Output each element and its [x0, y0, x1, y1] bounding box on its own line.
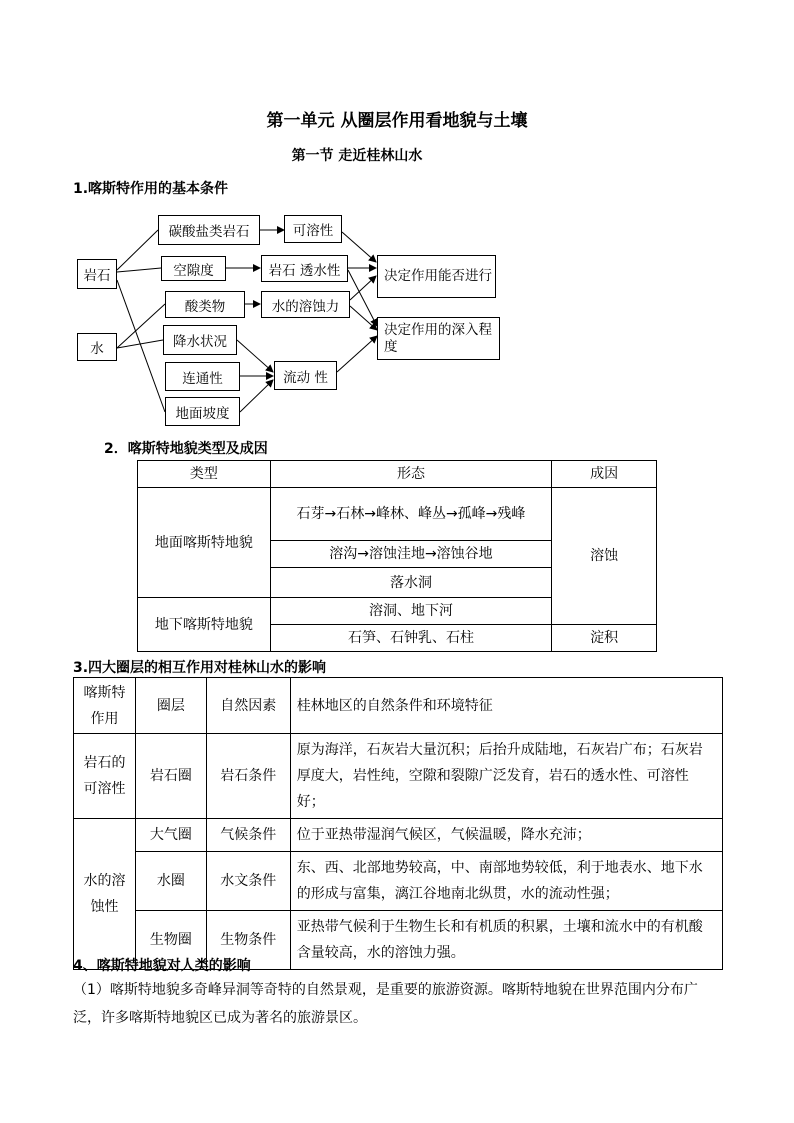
line-rock-carbonate [117, 230, 158, 270]
header-form: 形态 [270, 461, 551, 488]
node-outcome-1: 决定作用能否进行 [377, 255, 496, 298]
node-slope: 地面坡度 [165, 397, 240, 426]
condition-cell: 原为海洋，石灰岩大量沉积；后抬升成陆地，石灰岩广布；石灰岩厚度大，岩性纯，空隙和裂隙广泛发育，岩石的透水性、可溶性好； [290, 734, 722, 819]
node-precip: 降水状况 [163, 325, 237, 355]
header-type: 类型 [138, 461, 271, 488]
heading-spheres: 3.四大圈层的相互作用对桂林山水的影响 [73, 660, 327, 676]
node-dissolution: 水的溶蚀力 [261, 291, 350, 318]
arrow-slope-fluidity [240, 380, 273, 412]
sphere-cell: 岩石圈 [135, 734, 206, 819]
form-cell: 落水洞 [270, 568, 551, 598]
form-cell: 溶沟→溶蚀洼地→溶蚀谷地 [270, 541, 551, 568]
header-karst-process: 喀斯特作用 [74, 678, 136, 734]
header-cause: 成因 [552, 461, 657, 488]
condition-cell: 亚热带气候利于生物生长和有机质的积累，土壤和流水中的有机酸含量较高，水的溶蚀力强。 [290, 911, 722, 970]
arrow-fluidity-o2 [337, 336, 377, 372]
type-underground: 地下喀斯特地貌 [138, 598, 271, 652]
form-cell: 石芽→石林→峰林、峰丛→孤峰→残峰 [270, 488, 551, 541]
header-conditions: 桂林地区的自然条件和环境特征 [290, 678, 722, 734]
header-factor: 自然因素 [206, 678, 290, 734]
group-water-dissolution: 水的溶蚀性 [74, 819, 136, 970]
karst-types-table [137, 460, 657, 652]
node-water: 水 [77, 333, 117, 361]
impact-paragraph: （1）喀斯特地貌多奇峰异洞等奇特的自然景观，是重要的旅游资源。喀斯特地貌在世界范围内分布广泛，许多喀斯特地貌区已成为著名的旅游景区。 [73, 982, 698, 1026]
node-rock: 岩石 [77, 259, 117, 289]
unit-title: 第一单元 从圈层作用看地貌与土壤 [266, 111, 528, 131]
arrow-dissolution-o1 [350, 276, 376, 300]
form-cell: 溶洞、地下河 [270, 598, 551, 625]
heading-types: 2．喀斯特地貌类型及成因 [104, 441, 268, 457]
heading-impact: 4、喀斯特地貌对人类的影响 [73, 958, 251, 974]
node-connectivity: 连通性 [165, 362, 240, 391]
node-outcome-2: 决定作用的深入程度 [377, 317, 500, 360]
header-sphere: 圈层 [135, 678, 206, 734]
factor-cell: 气候条件 [206, 819, 290, 852]
heading-conditions: 1.喀斯特作用的基本条件 [73, 181, 229, 197]
type-surface: 地面喀斯特地貌 [138, 488, 271, 598]
section-title: 第一节 走近桂林山水 [291, 148, 423, 164]
arrow-precip-fluidity [237, 340, 273, 372]
sphere-cell: 水圈 [135, 852, 206, 911]
node-fluidity: 流动 性 [274, 361, 337, 390]
cause-cell: 淀积 [552, 625, 657, 652]
node-carbonate: 碳酸盐类岩石 [158, 215, 260, 245]
group-rock-solubility: 岩石的可溶性 [74, 734, 136, 819]
sphere-cell: 大气圈 [135, 819, 206, 852]
condition-cell: 位于亚热带湿润气候区，气候温暖，降水充沛； [290, 819, 722, 852]
node-porosity: 空隙度 [161, 256, 226, 281]
line-rock-porosity [117, 268, 161, 272]
node-acids: 酸类物 [165, 291, 245, 318]
factor-cell: 岩石条件 [206, 734, 290, 819]
factor-cell: 生物条件 [206, 911, 290, 970]
sphere-cell: 生物圈 [135, 911, 206, 970]
cause-cell: 溶蚀 [552, 488, 657, 625]
flow-arrows [0, 0, 794, 440]
line-rock-slope [117, 280, 165, 412]
node-solubility: 可溶性 [284, 215, 342, 243]
form-cell: 石笋、石钟乳、石柱 [270, 625, 551, 652]
condition-cell: 东、西、北部地势较高，中、南部地势较低，利于地表水、地下水的形成与富集，漓江谷地南北纵贯，水的流动性强； [290, 852, 722, 911]
spheres-table [73, 677, 723, 970]
factor-cell: 水文条件 [206, 852, 290, 911]
node-permeability: 岩石 透水性 [261, 255, 348, 282]
